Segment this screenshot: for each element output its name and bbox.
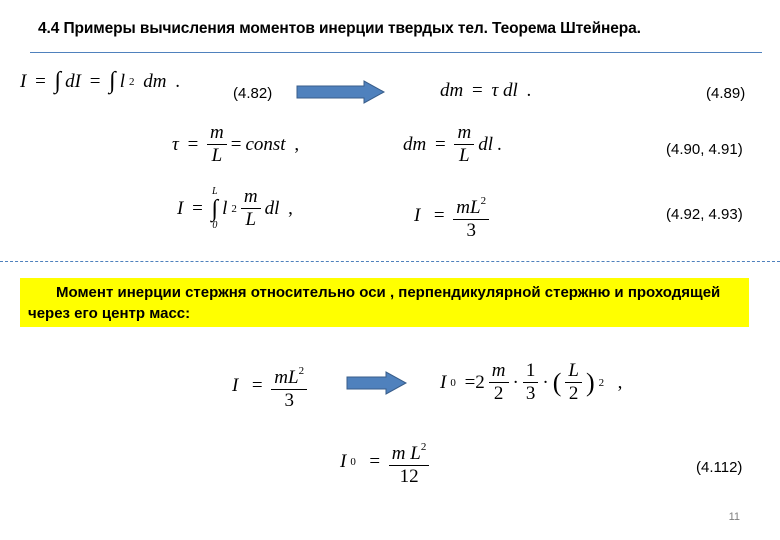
- eqnum-4-90: (4.90, 4.91): [666, 141, 743, 158]
- arrow-right-icon: [296, 80, 386, 104]
- eqnum-4-112: (4.112): [696, 459, 743, 476]
- highlight-text: Момент инерции стержня относительно оси , перпендикулярной стержню и проходящей через его центр масс:: [28, 284, 721, 322]
- slide-title: 4.4 Примеры вычисления моментов инерции твердых тел. Теорема Штейнера.: [38, 20, 641, 37]
- formula-4-93: I = $\frac{mL^2}{3}$: [414, 190, 489, 242]
- formula-4-89: dm = τ dl .: [440, 80, 532, 101]
- formula-4-112: I 0 = $\frac{m L^2}{12}$: [340, 436, 429, 488]
- highlight-box: [20, 278, 749, 327]
- formula-4-92: I = L ∫ 0 l 2 $\frac{m}{L}$ dl ,: [177, 185, 293, 231]
- eqnum-4-89: (4.89): [706, 85, 746, 102]
- formula-4-82: I = ∫ dI = ∫ l 2 dm .: [20, 68, 181, 94]
- title-underline: [30, 52, 762, 53]
- eqnum-4-92: (4.92, 4.93): [666, 206, 743, 223]
- eqnum-4-82: (4.82): [233, 85, 273, 102]
- section-divider: [0, 261, 780, 262]
- arrow-right-icon: [346, 371, 408, 395]
- page-number: 11: [728, 511, 740, 523]
- formula-4-90: τ = $\frac{m}{L}$ = const ,: [172, 122, 300, 166]
- formula-rod-i0-expand: I 0 =2 $\frac{m}{2}$ · $\frac{1}{3}$ · ( $\frac{L}{2}$ ) 2 ,: [440, 360, 623, 404]
- formula-rod-center: I = $\frac{mL^2}{3}$: [232, 360, 307, 412]
- formula-4-91: dm = $\frac{m}{L}$ dl .: [403, 122, 502, 166]
